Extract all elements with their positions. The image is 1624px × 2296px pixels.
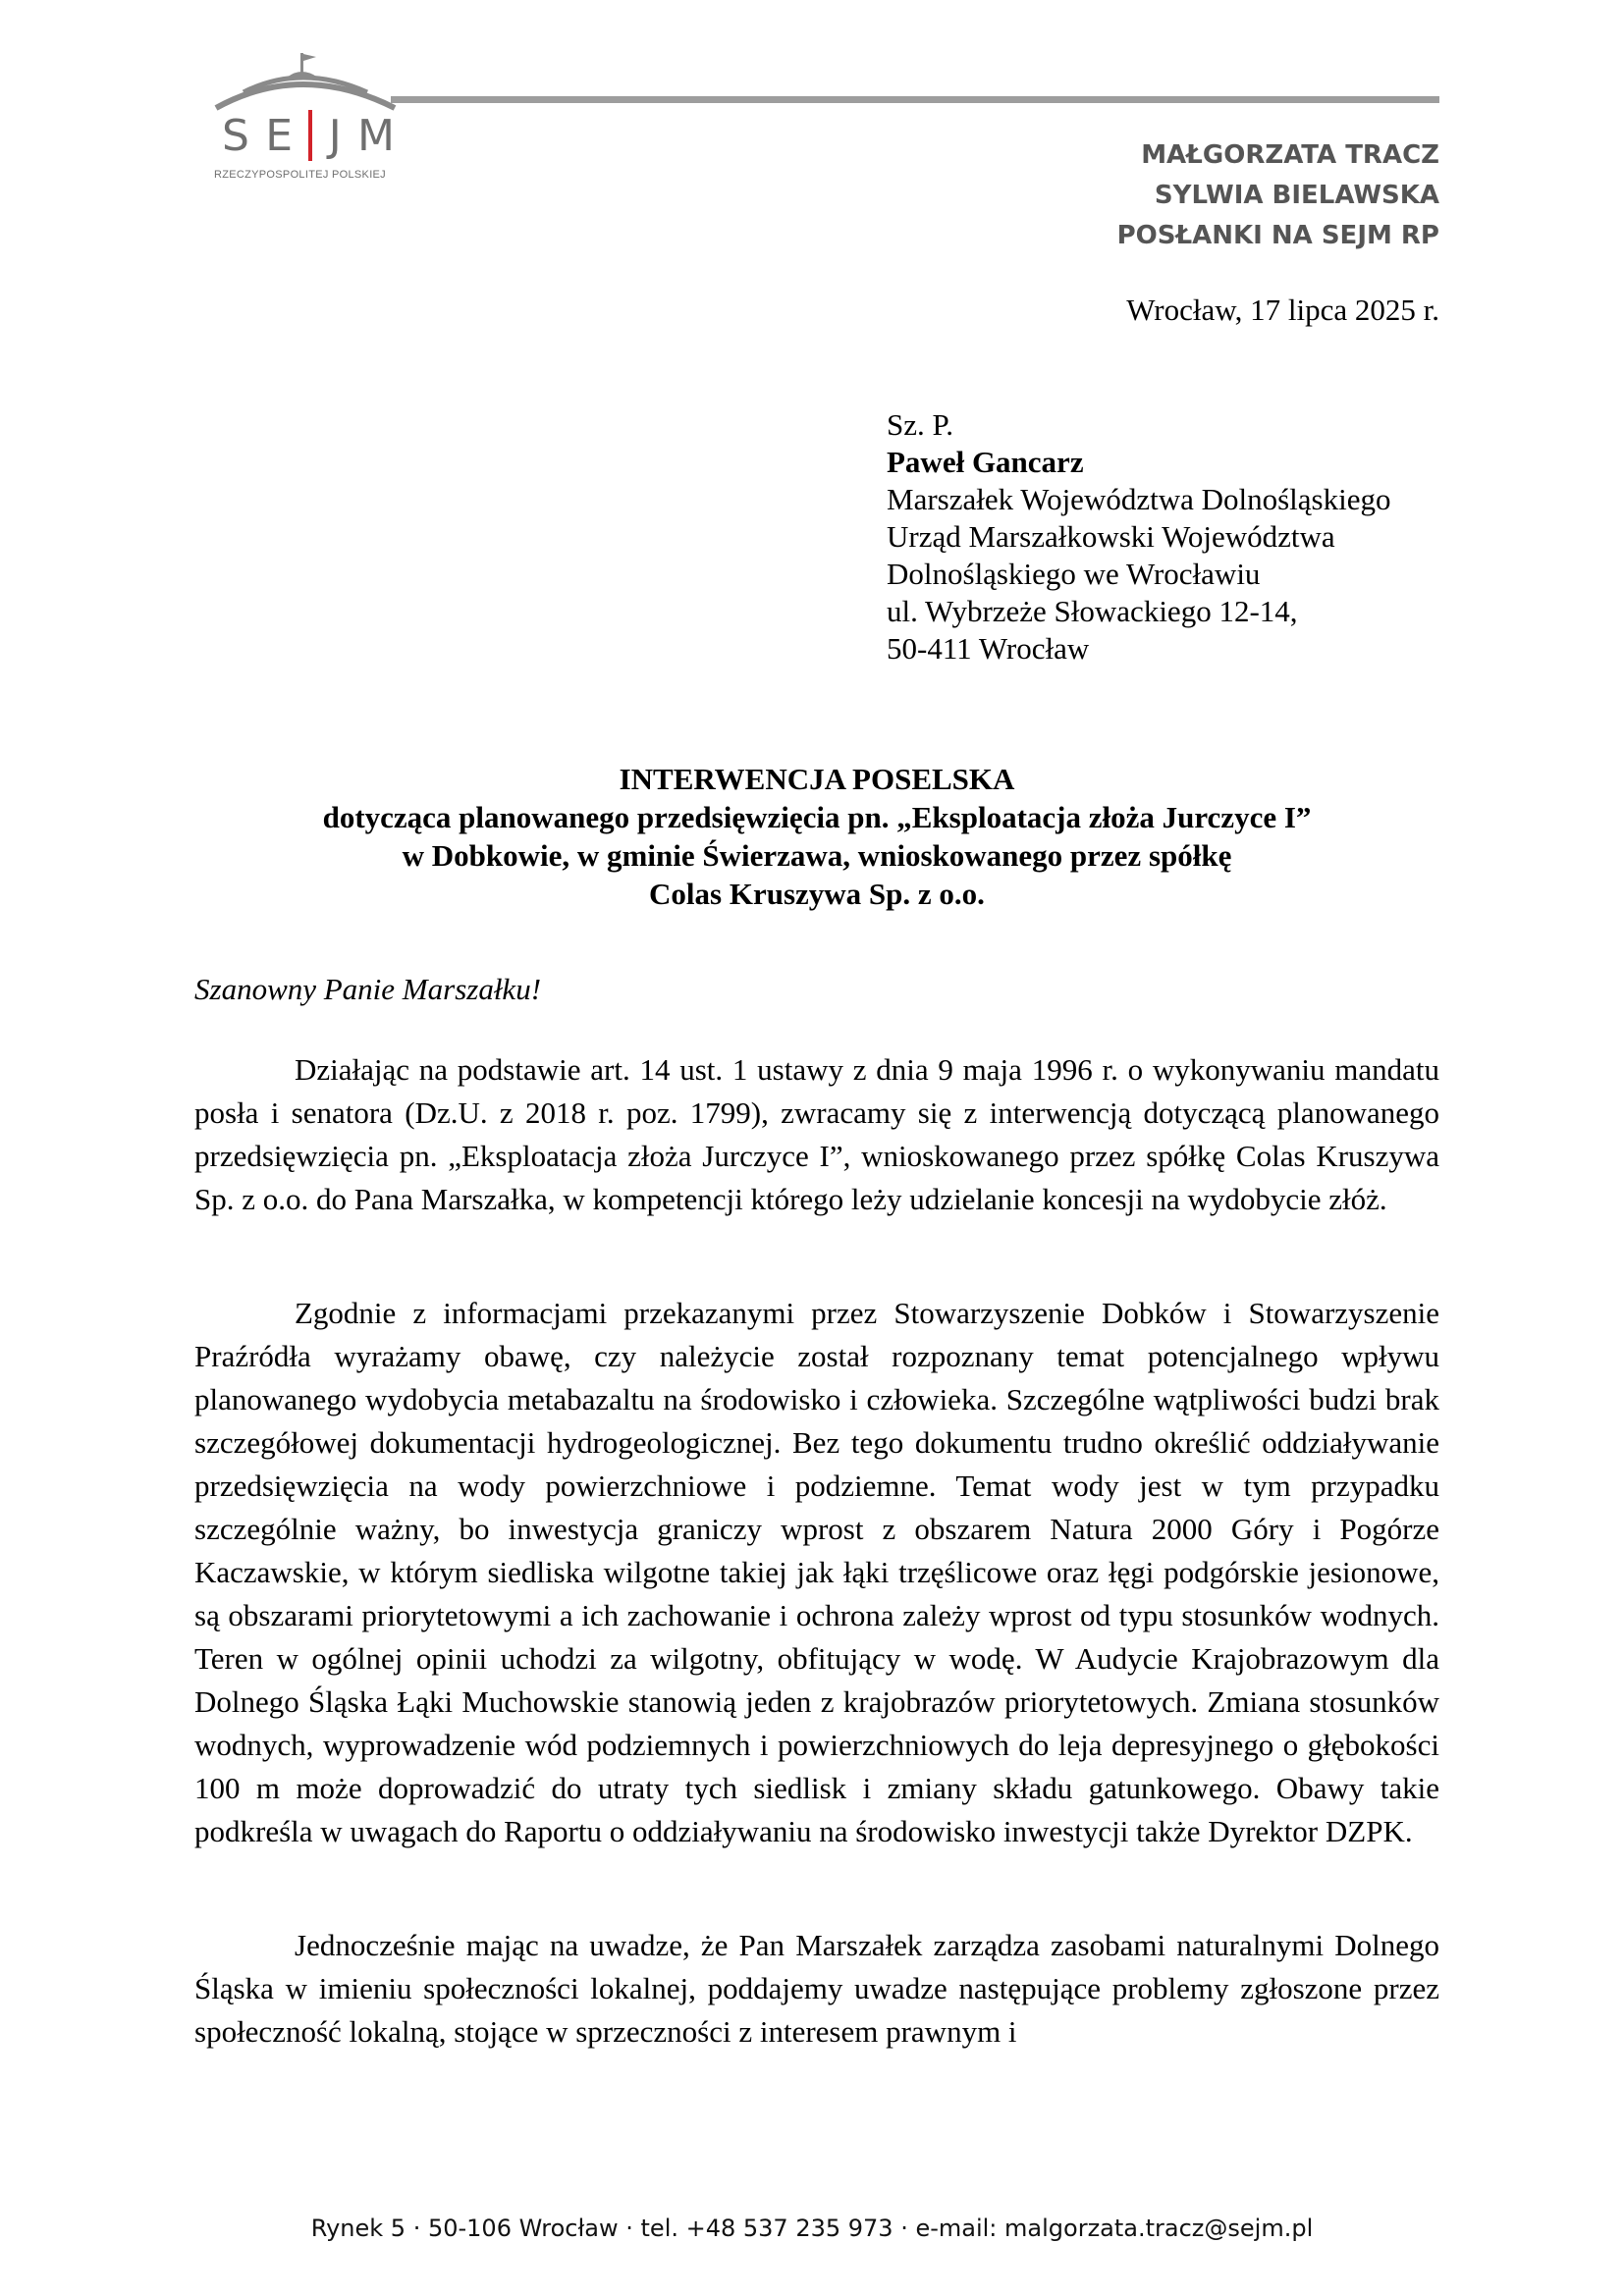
title-line: w Dobkowie, w gminie Świerzawa, wnioskowanego przez spółkę (402, 838, 1232, 873)
sender-line: MAŁGORZATA TRACZ (1141, 140, 1439, 170)
senders-block (1117, 135, 1439, 256)
footer-contact: Rynek 5 · 50-106 Wrocław · tel. +48 537 235 973 · e-mail: malgorzata.tracz@sejm.pl (310, 2215, 1314, 2242)
title-line: dotycząca planowanego przedsięwzięcia pn. „Eksploatacja złoża Jurczyce I” (322, 800, 1312, 834)
sejm-wordmark (222, 110, 395, 161)
addressee-block (887, 406, 1390, 667)
title-line: Colas Kruszywa Sp. z o.o. (649, 877, 985, 911)
header-divider (391, 96, 1439, 103)
paragraph-text: Jednocześnie mając na uwadze, że Pan Marszałek zarządza zasobami naturalnymi Dolnego Śląska w imieniu społeczności lokalnej, poddajemy uwadze następujące problemy zgłoszone przez społeczność lokalną, stojące w sprzeczności z interesem prawnym i (194, 1928, 1439, 2049)
title-line: INTERWENCJA POSELSKA (619, 762, 1015, 796)
salutation: Szanowny Panie Marszałku! (194, 972, 542, 1006)
sender-line: SYLWIA BIELAWSKA (1154, 181, 1439, 210)
body-paragraph-3 (194, 1924, 1439, 2054)
logo-red-bar (308, 110, 312, 161)
addressee-prefix: Sz. P. (887, 407, 954, 442)
letter-date: Wrocław, 17 lipca 2025 r. (1126, 293, 1439, 327)
logo-letter-s: S (222, 110, 249, 161)
addressee-line: Dolnośląskiego we Wrocławiu (887, 557, 1261, 591)
logo-subtitle: RZECZYPOSPOLITEJ POLSKIEJ (214, 169, 386, 181)
addressee-line: 50-411 Wrocław (887, 631, 1090, 666)
sender-line: POSŁANKI NA SEJM RP (1116, 221, 1439, 250)
body-paragraph-1 (194, 1048, 1439, 1221)
addressee-line: Marszałek Województwa Dolnośląskiego (887, 482, 1391, 516)
addressee-line: ul. Wybrzeże Słowackiego 12-14, (887, 594, 1298, 628)
logo-letter-e: E (265, 110, 294, 161)
paragraph-text: Działając na podstawie art. 14 ust. 1 ustawy z dnia 9 maja 1996 r. o wykonywaniu mandatu posła i senatora (Dz.U. z 2018 r. poz. 1799), zwracamy się z interwencją dotyczącą planowanego przedsięwzięcia pn. „Eksploatacja złoża Jurczyce I”, wnioskowanego przez spółkę Colas Kruszywa Sp. z o.o. do Pana Marszałka, w kompetencji którego leży udzielanie koncesji na wydobycie złóż. (194, 1052, 1439, 1216)
body-paragraph-2 (194, 1292, 1439, 1853)
logo-letter-j: J (328, 110, 342, 161)
logo-letter-m: M (356, 110, 395, 161)
addressee-line: Urząd Marszałkowski Województwa (887, 519, 1335, 554)
addressee-name: Paweł Gancarz (887, 445, 1084, 479)
paragraph-text: Zgodnie z informacjami przekazanymi przez Stowarzyszenie Dobków i Stowarzyszenie Praźródła wyrażamy obawę, czy należycie został rozpoznany temat potencjalnego wpływu planowanego wydobycia metabazaltu na środowisko i człowieka. Szczególne wątpliwości budzi brak szczegółowej dokumentacji hydrogeologicznej. Bez tego dokumentu trudno określić oddziaływanie przedsięwzięcia na wody powierzchniowe i podziemne. Temat wody jest w tym przypadku szczególnie ważny, bo inwestycja graniczy wprost z obszarem Natura 2000 Góry i Pogórze Kaczawskie, w którym siedliska wilgotne takiej jak łąki trzęślicowe oraz łęgi podgórskie jesionowe, są obszarami priorytetowymi a ich zachowanie i ochrona zależy wprost od typu stosunków wodnych. Teren w ogólnej opinii uchodzi za wilgotny, obfitujący w wodę. W Audycie Krajobrazowym dla Dolnego Śląska Łąki Muchowskie stanowią jeden z krajobrazów priorytetowych. Zmiana stosunków wodnych, wyprowadzenie wód podziemnych i powierzchniowych do leja depresyjnego o głębokości 100 m może doprowadzić do utraty tych siedlisk i zmiany składu gatunkowego. Obawy takie podkreśla w uwagach do Raportu o oddziaływaniu na środowisko inwestycji także Dyrektor DZPK. (194, 1296, 1439, 1848)
letter-title (194, 760, 1439, 913)
sejm-logo (208, 51, 400, 188)
